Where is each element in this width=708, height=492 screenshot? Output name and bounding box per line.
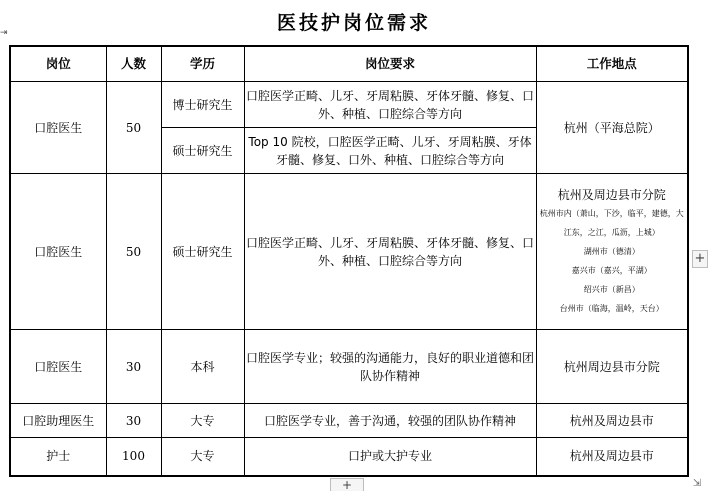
cell-requirements: 口护或大护专业	[244, 438, 536, 476]
cell-position: 口腔助理医生	[10, 404, 106, 438]
cell-position: 护士	[10, 438, 106, 476]
cell-position: 口腔医生	[10, 330, 106, 404]
table-row	[10, 404, 688, 438]
table-move-arrow-icon[interactable]: ⇥	[0, 28, 8, 38]
cell-count: 50	[106, 174, 161, 330]
cell-location	[536, 174, 688, 330]
location-detail: 嘉兴市（嘉兴，平湖）	[571, 265, 652, 275]
header-education: 学历	[161, 46, 244, 82]
resize-handle-icon[interactable]: ⇲	[692, 478, 702, 489]
location-detail: 绍兴市（新昌）	[583, 284, 640, 294]
cell-education: 大专	[161, 438, 244, 476]
header-location: 工作地点	[536, 46, 688, 82]
cell-education: 硕士研究生	[161, 174, 244, 330]
page-title: 医技护岗位需求	[276, 12, 431, 34]
table-row	[10, 174, 688, 330]
table-row	[10, 438, 688, 476]
cell-education: 硕士研究生	[161, 128, 244, 174]
cell-requirements: 口腔医学正畸、儿牙、牙周粘膜、牙体牙髓、修复、口外、种植、口腔综合等方向	[244, 174, 536, 330]
table-row	[10, 82, 688, 128]
cell-education: 博士研究生	[161, 82, 244, 128]
cell-count: 100	[106, 438, 161, 476]
location-detail: 湖州市（德清）	[583, 246, 640, 256]
cell-requirements: 口腔医学正畸、儿牙、牙周粘膜、牙体牙髓、修复、口外、种植、口腔综合等方向	[244, 82, 536, 128]
header-position: 岗位	[10, 46, 106, 82]
table-row	[10, 330, 688, 404]
header-count: 人数	[106, 46, 161, 82]
header-row	[10, 46, 688, 82]
cell-count: 30	[106, 330, 161, 404]
cell-position: 口腔医生	[10, 174, 106, 330]
location-detail: 杭州市内（萧山，下沙，临平，建德，大江东，之江，瓜沥，上城）	[539, 208, 684, 237]
requirements-table	[9, 45, 689, 477]
location-detail: 台州市（临海，温岭，天台）	[559, 303, 664, 313]
cell-education: 大专	[161, 404, 244, 438]
cell-education: 本科	[161, 330, 244, 404]
cell-count: 50	[106, 82, 161, 174]
cell-requirements: 口腔医学专业，善于沟通，较强的团队协作精神	[244, 404, 536, 438]
cell-requirements: 口腔医学专业；较强的沟通能力，良好的职业道德和团队协作精神	[244, 330, 536, 404]
add-row-button[interactable]: +	[330, 478, 364, 491]
cell-location: 杭州及周边县市	[536, 404, 688, 438]
add-column-button[interactable]: +	[692, 250, 708, 268]
location-main: 杭州及周边县市分院	[557, 187, 666, 202]
header-requirements: 岗位要求	[244, 46, 536, 82]
cell-location: 杭州（平海总院）	[536, 82, 688, 174]
cell-location: 杭州及周边县市	[536, 438, 688, 476]
cell-position: 口腔医生	[10, 82, 106, 174]
cell-requirements: Top 10 院校，口腔医学正畸、儿牙、牙周粘膜、牙体牙髓、修复、口外、种植、口腔综合等方向	[244, 128, 536, 174]
cell-location: 杭州周边县市分院	[536, 330, 688, 404]
cell-count: 30	[106, 404, 161, 438]
